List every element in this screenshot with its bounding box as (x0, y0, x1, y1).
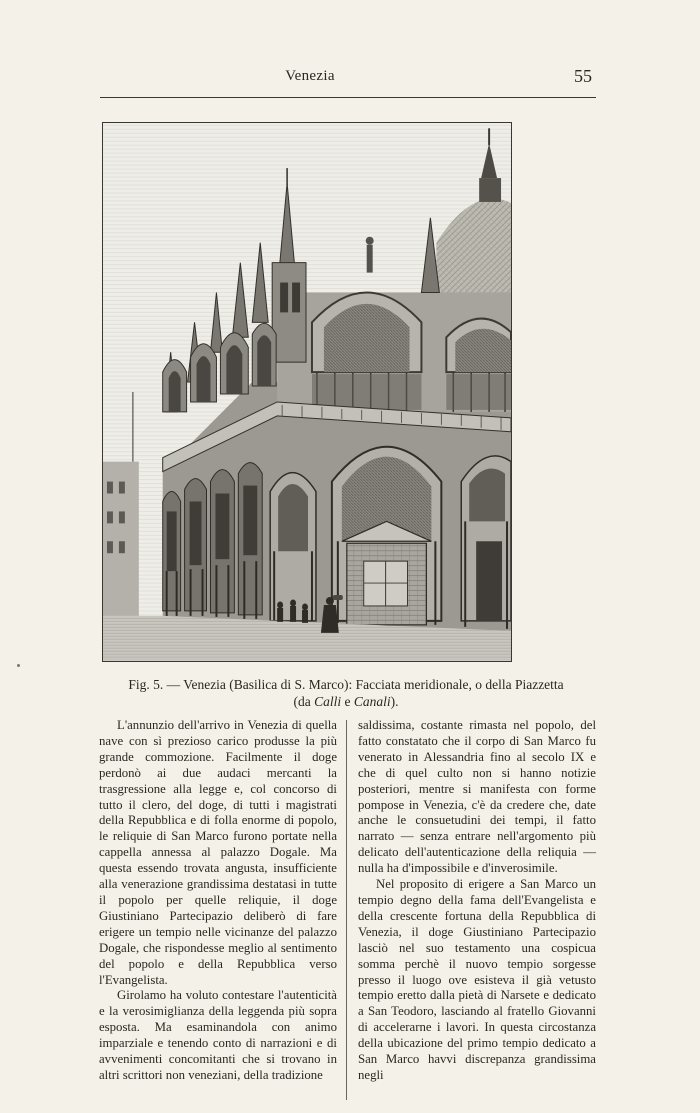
column-divider (346, 720, 347, 1100)
basilica-illustration (103, 123, 511, 661)
caption-conjunction: e (341, 694, 354, 709)
caption-source-canali: Canali (353, 694, 391, 709)
figure-caption-line1: Fig. 5. — Venezia (Basilica di S. Marco): Facciata meridionale, o della Piazzetta (128, 677, 564, 692)
running-head (0, 66, 700, 90)
paragraph: L'annunzio dell'arrivo in Venezia di quella nave con sì prezioso carico produsse la più grande commozione. Facilmente il doge perdonò ai due audaci mercanti la trasgressione alla legge e, col concorso di tutto il clero, del doge, di tutti i magistrati della Repubblica e di folla enorme di popolo, le reliquie di San Marco furono portate nella cappella annessa al palazzo Dogale. Ma questa essendo trovata angusta, insufficiente alla venerazione grandissima destatasi in tutte il popolo per quelle reliquie, il doge Giustiniano Partecipazio deliberò di fare erigere un tempio nelle vicinanze del palazzo Dogale, che rispondesse meglio al sentimento del popolo e della Repubblica verso l'Evangelista. (99, 718, 337, 987)
body-text (99, 718, 599, 1098)
caption-source-calli: Calli (314, 694, 342, 709)
caption-suffix: ). (390, 694, 399, 709)
margin-speck (17, 664, 20, 667)
paragraph: Girolamo ha voluto contestare l'autenticità e la verosimiglianza della leggenda più sopra esposta. Ma esaminandola con animo imparziale e tenendo conto di narrazioni e di avvenimenti concomitanti che si trovano in altri scrittori non veneziani, della tradizione (99, 988, 337, 1082)
left-column (99, 718, 337, 1084)
header-rule (100, 97, 596, 98)
paragraph: saldissima, costante rimasta nel popolo, del fatto constatato che il corpo di San Marco fu venerato in Alessandria fino al secolo IX e che di quel culto non si hanno notizie posteriori, mentre si manifesta con forme pompose in Venezia, c'è da credere che, date anche le consuetudini dei tempi, il fatto narrato — senza entrare nell'argomento più delicato dell'autenticazione della reliquia — nulla ha d'impossibile e d'inverosimile. (358, 718, 596, 876)
paragraph: Nel proposito di erigere a San Marco un tempio degno della fama dell'Evangelista e della crescente fortuna della Repubblica di Venezia, il doge Giustiniano Partecipazio lasciò nel suo testamento una cospicua somma perchè il nuovo tempio sorgesse presso il luogo ove esisteva il già vetusto tempio eretto dalla pietà di Narsete e dedicato a San Teodoro, lasciando al fratello Giovanni di accelerarne i lavori. In questa circostanza della ubicazione del primo tempio dedicato a San Marco havvi discrepanza grandissima negli (358, 877, 596, 1082)
running-title: Venezia (285, 68, 335, 84)
figure-engraving (102, 122, 512, 662)
page-number: 55 (574, 66, 592, 86)
right-column (358, 718, 596, 1084)
figure-caption-line2 (0, 693, 696, 711)
caption-prefix: (da (293, 694, 315, 709)
